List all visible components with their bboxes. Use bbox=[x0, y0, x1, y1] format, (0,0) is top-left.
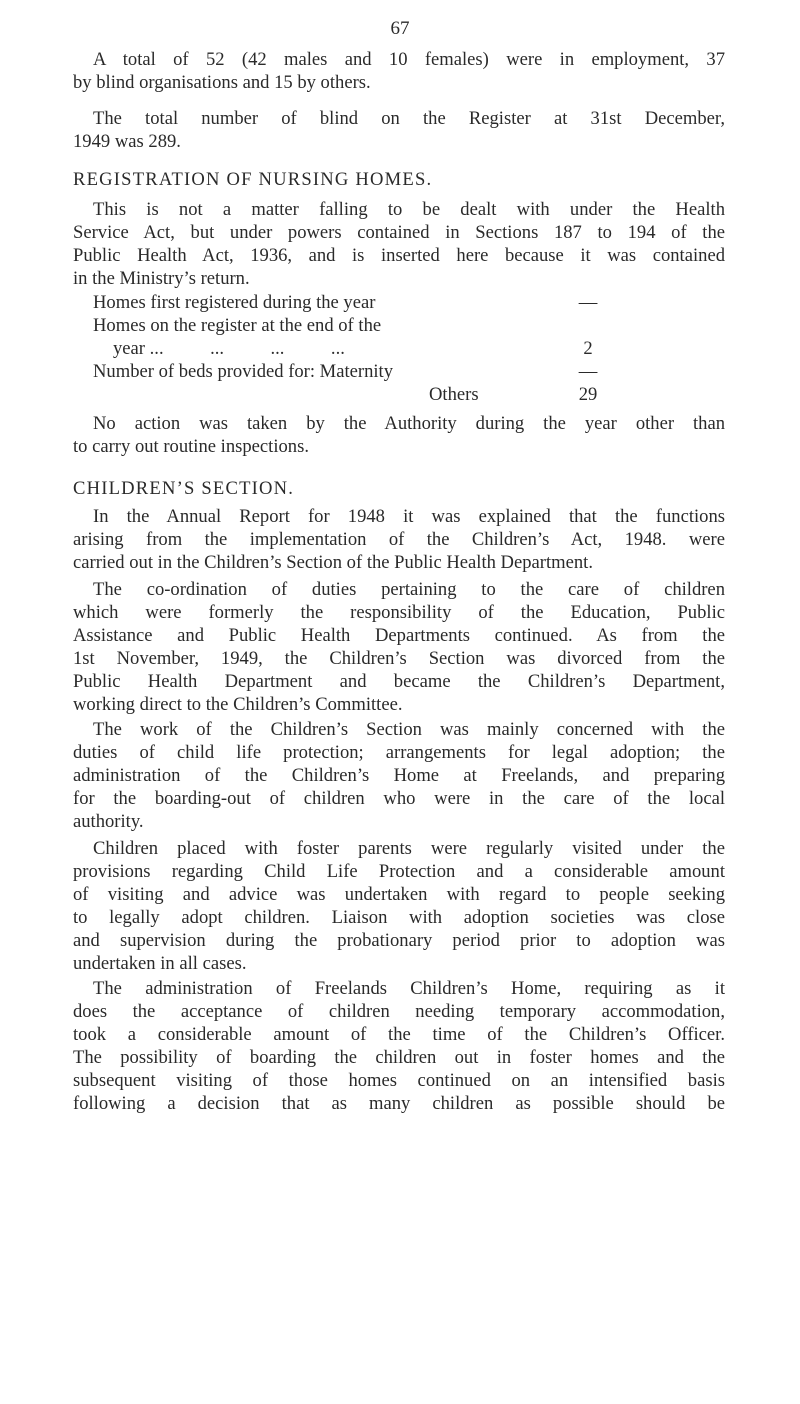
text-line: 1st November, 1949, the Children’s Section was divorced from the bbox=[73, 648, 725, 669]
text-line: Children placed with foster parents were regularly visited under the bbox=[93, 838, 725, 859]
page-number: 67 bbox=[390, 18, 410, 39]
text-line: Public Health Act, 1936, and is inserted here because it was contained bbox=[73, 245, 725, 266]
text-line: Service Act, but under powers contained in Sections 187 to 194 of the bbox=[73, 222, 725, 243]
text-line: administration of the Children’s Home at Freelands, and preparing bbox=[73, 765, 725, 786]
section-heading-childrens-section: CHILDREN’S SECTION. bbox=[73, 478, 295, 499]
table-row bbox=[93, 337, 653, 360]
text-line: subsequent visiting of those homes continued on an intensified basis bbox=[73, 1070, 725, 1091]
text-line: carried out in the Children’s Section of the Public Health Department. bbox=[73, 552, 593, 573]
table-row bbox=[93, 314, 653, 337]
nursing-homes-closing-paragraph bbox=[0, 412, 800, 458]
childrens-paragraph-4 bbox=[0, 837, 800, 975]
childrens-paragraph-3 bbox=[0, 718, 800, 833]
childrens-paragraph-1 bbox=[0, 505, 800, 574]
text-line: undertaken in all cases. bbox=[73, 953, 247, 974]
row-value: 29 bbox=[578, 384, 598, 405]
text-line: Public Health Department and became the Children’s Department, bbox=[73, 671, 725, 692]
nursing-homes-paragraph bbox=[0, 198, 800, 290]
row-label: Homes on the register at the end of the bbox=[93, 315, 382, 336]
text-line: to legally adopt children. Liaison with adoption societies was close bbox=[73, 907, 725, 928]
text-line: took a considerable amount of the time of the Children’s Officer. bbox=[73, 1024, 725, 1045]
text-line: working direct to the Children’s Committee. bbox=[73, 694, 403, 715]
childrens-paragraph-5 bbox=[0, 977, 800, 1115]
text-line: does the acceptance of children needing temporary accommodation, bbox=[73, 1001, 725, 1022]
table-row bbox=[93, 291, 653, 314]
text-line: Assistance and Public Health Departments continued. As from the bbox=[73, 625, 725, 646]
table-row bbox=[93, 383, 653, 406]
text-line: The co-ordination of duties pertaining to the care of children bbox=[93, 579, 725, 600]
row-value: — bbox=[578, 361, 598, 382]
text-line: The work of the Children’s Section was mainly concerned with the bbox=[93, 719, 725, 740]
text-line: following a decision that as many children as possible should be bbox=[73, 1093, 725, 1114]
row-label: Others bbox=[429, 384, 479, 405]
text-line: authority. bbox=[73, 811, 144, 832]
employment-paragraph bbox=[0, 48, 800, 94]
text-line: in the Ministry’s return. bbox=[73, 268, 250, 289]
childrens-paragraph-2 bbox=[0, 578, 800, 716]
text-line: The total number of blind on the Register at 31st December, bbox=[93, 108, 725, 129]
text-line: of visiting and advice was undertaken with regard to people seeking bbox=[73, 884, 725, 905]
row-value: — bbox=[578, 292, 598, 313]
text-line: A total of 52 (42 males and 10 females) were in employment, 37 bbox=[93, 49, 725, 70]
section-heading-nursing-homes: REGISTRATION OF NURSING HOMES. bbox=[73, 169, 433, 190]
text-line: The administration of Freelands Children’s Home, requiring as it bbox=[93, 978, 725, 999]
nursing-homes-table bbox=[93, 291, 653, 406]
text-line: The possibility of boarding the children out in foster homes and the bbox=[73, 1047, 725, 1068]
text-line: provisions regarding Child Life Protection and a considerable amount bbox=[73, 861, 725, 882]
text-line: by blind organisations and 15 by others. bbox=[73, 72, 371, 93]
text-line: and supervision during the probationary period prior to adoption was bbox=[73, 930, 725, 951]
row-label: Number of beds provided for: Maternity bbox=[93, 361, 394, 382]
text-line: 1949 was 289. bbox=[73, 131, 181, 152]
text-line: duties of child life protection; arrangements for legal adoption; the bbox=[73, 742, 725, 763]
text-line: for the boarding-out of children who were in the care of the local bbox=[73, 788, 725, 809]
table-row bbox=[93, 360, 653, 383]
text-line: In the Annual Report for 1948 it was explained that the functions bbox=[93, 506, 725, 527]
text-line: to carry out routine inspections. bbox=[73, 436, 309, 457]
text-line: which were formerly the responsibility of the Education, Public bbox=[73, 602, 725, 623]
text-line: This is not a matter falling to be dealt with under the Health bbox=[93, 199, 725, 220]
row-label: Homes first registered during the year bbox=[93, 292, 376, 313]
row-value: 2 bbox=[583, 338, 593, 359]
register-total-paragraph bbox=[0, 107, 800, 153]
text-line: No action was taken by the Authority during the year other than bbox=[93, 413, 725, 434]
row-label: year ... ... ... ... bbox=[113, 338, 345, 359]
text-line: arising from the implementation of the Children’s Act, 1948. were bbox=[73, 529, 725, 550]
